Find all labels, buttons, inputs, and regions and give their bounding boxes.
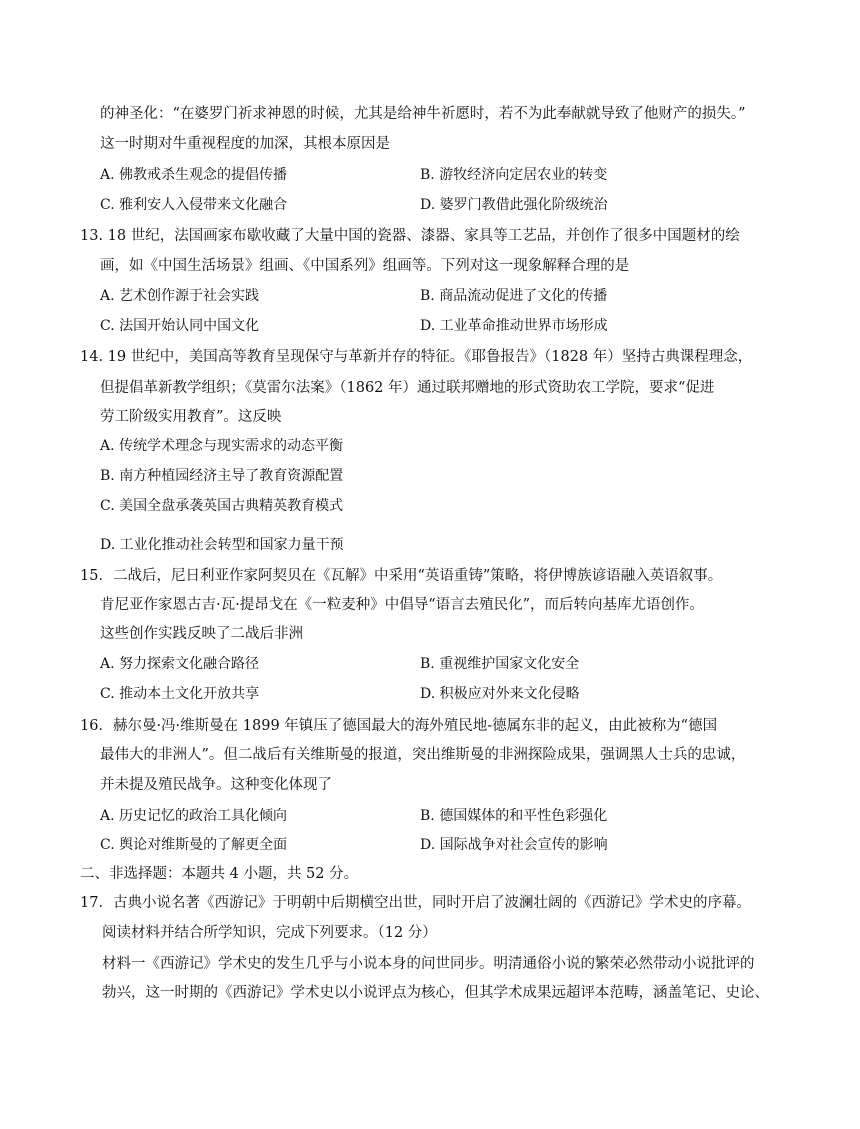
q16-stem-line-1: 16．赫尔曼·冯·维斯曼在 1899 年镇压了德国最大的海外殖民地-德属东非的起义，由此被称为“德国 [80,718,718,734]
q17-stem-line-2: 阅读材料并结合所学知识，完成下列要求。（12 分） [102,925,437,941]
q15-option-b: B. 重视维护国家文化安全 [420,656,580,672]
section-heading-non-choice: 二、非选择题：本题共 4 小题，共 52 分。 [80,866,359,882]
q13-stem-line-2: 画，如《中国生活场景》组画、《中国系列》组画等。下列对这一现象解释合理的是 [100,258,630,274]
q17-stem-line-1: 17．古典小说名著《西游记》于明朝中后期横空出世，同时开启了波澜壮阔的《西游记》学术史的序幕。 [80,895,751,911]
q13-stem-line-1: 13. 18 世纪，法国画家布歇收藏了大量中国的瓷器、漆器、家具等工艺品，并创作了很多中国题材的绘 [80,228,740,244]
q16-option-a: A. 历史记忆的政治工具化倾向 [100,808,288,824]
q12-stem-line-1: 的神圣化：“在婆罗门祈求神恩的时候，尤其是给神牛祈愿时，若不为此奉献就导致了他财产的损失。” [100,106,746,122]
q16-option-c: C. 舆论对维斯曼的了解更全面 [100,837,288,853]
q14-stem-line-1: 14. 19 世纪中，美国高等教育呈现保守与革新并存的特征。《耶鲁报告》（1828 年）坚持古典课程理念， [80,349,753,365]
q14-option-c: C. 美国全盘承袭英国古典精英教育模式 [100,498,344,514]
q16-stem-line-2: 最伟大的非洲人”。但二战后有关维斯曼的报道，突出维斯曼的非洲探险成果，强调黑人士兵的忠诚， [100,747,746,763]
q12-option-c: C. 雅利安人入侵带来文化融合 [100,197,288,213]
q12-option-d: D. 婆罗门教借此强化阶级统治 [420,197,608,213]
q13-option-a: A. 艺术创作源于社会实践 [100,288,260,304]
q16-option-d: D. 国际战争对社会宣传的影响 [420,837,608,853]
q17-material-line-1: 材料一《西游记》学术史的发生几乎与小说本身的问世同步。明清通俗小说的繁荣必然带动小说批评的 [102,956,755,972]
q15-option-d: D. 积极应对外来文化侵略 [420,686,580,702]
q12-stem-line-2: 这一时期对牛重视程度的加深，其根本原因是 [100,136,390,152]
q13-option-c: C. 法国开始认同中国文化 [100,318,260,334]
q15-option-c: C. 推动本土文化开放共享 [100,686,260,702]
q13-option-b: B. 商品流动促进了文化的传播 [420,288,608,304]
q14-option-b: B. 南方种植园经济主导了教育资源配置 [100,468,344,484]
q14-option-d: D. 工业化推动社会转型和国家力量干预 [100,537,344,553]
q15-stem-line-1: 15．二战后，尼日利亚作家阿契贝在《瓦解》中采用“英语重铸”策略，将伊博族谚语融入英语叙事。 [80,568,723,584]
q15-option-a: A. 努力探索文化融合路径 [100,656,260,672]
q14-option-a: A. 传统学术理念与现实需求的动态平衡 [100,438,344,454]
q12-option-a: A. 佛教戒杀生观念的提倡传播 [100,167,288,183]
q13-option-d: D. 工业革命推动世界市场形成 [420,318,608,334]
q16-stem-line-3: 并未提及殖民战争。这种变化体现了 [100,777,332,793]
q16-option-b: B. 德国媒体的和平性色彩强化 [420,808,608,824]
q15-stem-line-3: 这些创作实践反映了二战后非洲 [100,626,303,642]
q12-option-b: B. 游牧经济向定居农业的转变 [420,167,608,183]
q17-material-line-2: 勃兴，这一时期的《西游记》学术史以小说评点为核心，但其学术成果远超评本范畴，涵盖笔记、史论、 [102,985,769,1001]
q14-stem-line-3: 劳工阶级实用教育”。这反映 [100,409,282,425]
q14-stem-line-2: 但提倡革新教学组织；《莫雷尔法案》（1862 年）通过联邦赠地的形式资助农工学院，要求“促进 [100,380,715,396]
q15-stem-line-2: 肯尼亚作家恩古吉·瓦·提昂戈在《一粒麦种》中倡导“语言去殖民化”，而后转向基库尤语创作。 [100,597,705,613]
